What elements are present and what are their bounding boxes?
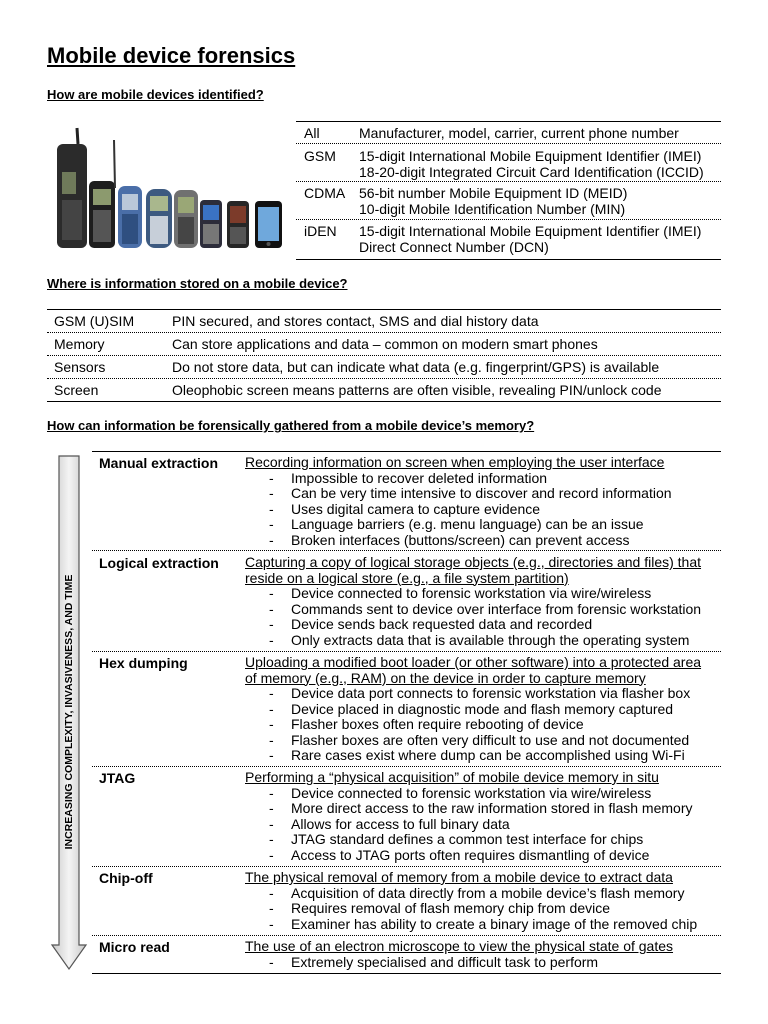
brick-phone-icon: [57, 128, 87, 248]
network-label: CDMA: [304, 185, 346, 201]
identifier-text: Manufacturer, model, carrier, current phone number: [359, 125, 679, 141]
row-divider: [92, 935, 721, 936]
antenna-phone-icon: [114, 140, 142, 248]
list-item: - Allows for access to full binary data: [245, 817, 693, 833]
table-rule: [296, 259, 721, 260]
storage-info: Can store applications and data – common on modern smart phones: [172, 336, 598, 352]
table-rule: [92, 451, 721, 452]
method-description-chipoff: [245, 870, 697, 932]
row-divider: [296, 143, 721, 144]
row-divider: [92, 651, 721, 652]
storage-info: Oleophobic screen means patterns are often visible, revealing PIN/unlock code: [172, 382, 662, 398]
identifier-text: 56-bit number Mobile Equipment ID (MEID): [359, 185, 628, 201]
method-summary: Recording information on screen when employing the user interface: [245, 454, 665, 470]
storage-location: GSM (U)SIM: [54, 313, 135, 329]
storage-info: Do not store data, but can indicate what data (e.g. fingerprint/GPS) is available: [172, 359, 660, 375]
method-summary: Capturing a copy of logical storage objects (e.g., directories and files) that: [245, 554, 702, 570]
list-item: - Impossible to recover deleted information: [245, 471, 672, 487]
method-description-manual: [245, 455, 672, 548]
list-item: - Rare cases exist where dump can be accomplished using Wi-Fi: [245, 748, 701, 764]
method-name-logical: Logical extraction: [99, 555, 219, 571]
list-item: - More direct access to the raw information stored in flash memory: [245, 801, 693, 817]
row-divider: [92, 550, 721, 551]
method-summary: Uploading a modified boot loader (or other software) into a protected area: [245, 654, 702, 670]
identifier-text: 15-digit International Mobile Equipment Identifier (IMEI): [359, 223, 702, 239]
list-item: - Device connected to forensic workstation via wire/wireless: [245, 786, 693, 802]
list-item: - Access to JTAG ports often requires dismantling of device: [245, 848, 693, 864]
smartphone-keyboard-icon: [200, 200, 222, 248]
mobile-phones-image: [52, 126, 286, 252]
row-divider: [92, 766, 721, 767]
method-description-microread: [245, 939, 673, 970]
row-divider: [47, 378, 721, 379]
arrow-label: INCREASING COMPLEXITY, INVASIVENESS, AND TIME: [63, 574, 75, 850]
network-label: GSM: [304, 148, 336, 164]
list-item: - JTAG standard defines a common test interface for chips: [245, 832, 693, 848]
row-divider: [296, 219, 721, 220]
storage-location: Screen: [54, 382, 99, 398]
storage-location: Memory: [54, 336, 105, 352]
storage-info: PIN secured, and stores contact, SMS and dial history data: [172, 313, 539, 329]
list-item: - Uses digital camera to capture evidence: [245, 502, 672, 518]
list-item: - Commands sent to device over interface from forensic workstation: [245, 602, 701, 618]
method-bullets: [245, 586, 701, 648]
feature-phone-icon: [227, 201, 249, 248]
list-item: - Broken interfaces (buttons/screen) can prevent access: [245, 533, 672, 549]
network-label: All: [304, 125, 320, 141]
storage-location: Sensors: [54, 359, 106, 375]
table-rule: [92, 973, 721, 974]
list-item: - Language barriers (e.g. menu language) can be an issue: [245, 517, 672, 533]
method-name-hex: Hex dumping: [99, 655, 188, 671]
method-bullets: [245, 955, 673, 971]
classic-phone-icon: [146, 189, 172, 248]
list-item: - Device data port connects to forensic workstation via flasher box: [245, 686, 701, 702]
method-bullets: [245, 886, 697, 933]
section-heading-identification: How are mobile devices identified?: [47, 87, 264, 102]
list-item: - Flasher boxes are often very difficult to use and not documented: [245, 733, 701, 749]
method-bullets: [245, 786, 693, 864]
identifier-text: 15-digit International Mobile Equipment Identifier (IMEI): [359, 148, 702, 164]
list-item: - Acquisition of data directly from a mobile device’s flash memory: [245, 886, 697, 902]
identifier-text: Direct Connect Number (DCN): [359, 239, 549, 255]
row-divider: [296, 181, 721, 182]
method-summary: The use of an electron microscope to view the physical state of gates: [245, 938, 674, 954]
list-item: - Examiner has ability to create a binary image of the removed chip: [245, 917, 697, 933]
section-heading-storage: Where is information stored on a mobile device?: [47, 276, 348, 291]
method-bullets: [245, 686, 701, 764]
method-summary: The physical removal of memory from a mobile device to extract data: [245, 869, 673, 885]
method-summary: of memory (e.g., RAM) on the device in order to capture memory: [245, 669, 646, 686]
method-description-logical: [245, 555, 701, 648]
method-summary: reside on a logical store (e.g., a file system partition): [245, 569, 569, 586]
identifier-text: 18-20-digit Integrated Circuit Card Identification (ICCID): [359, 164, 704, 180]
list-item: - Requires removal of flash memory chip from device: [245, 901, 697, 917]
identifier-text: 10-digit Mobile Identification Number (MIN): [359, 201, 626, 217]
table-rule: [296, 121, 721, 122]
method-name-microread: Micro read: [99, 939, 170, 955]
row-divider: [92, 866, 721, 867]
page-title: Mobile device forensics: [47, 43, 296, 68]
method-description-hex: [245, 655, 701, 764]
list-item: - Can be very time intensive to discover and record information: [245, 486, 672, 502]
section-heading-extraction: How can information be forensically gathered from a mobile device’s memory?: [47, 418, 535, 433]
list-item: - Device placed in diagnostic mode and flash memory captured: [245, 702, 701, 718]
method-bullets: [245, 471, 672, 549]
method-name-chipoff: Chip-off: [99, 870, 153, 886]
method-name-manual: Manual extraction: [99, 455, 219, 471]
table-rule: [47, 309, 721, 310]
method-name-jtag: JTAG: [99, 770, 136, 786]
row-divider: [47, 332, 721, 333]
table-rule: [47, 401, 721, 402]
method-description-jtag: [245, 770, 693, 863]
candybar-phone-icon: [89, 181, 115, 248]
list-item: - Device sends back requested data and recorded: [245, 617, 701, 633]
touchscreen-phone-icon: [255, 201, 282, 248]
list-item: - Device connected to forensic workstation via wire/wireless: [245, 586, 701, 602]
row-divider: [47, 355, 721, 356]
list-item: - Flasher boxes often require rebooting of device: [245, 717, 701, 733]
list-item: - Only extracts data that is available through the operating system: [245, 633, 701, 649]
slim-phone-icon: [174, 190, 198, 248]
method-summary: Performing a “physical acquisition” of mobile device memory in situ: [245, 769, 659, 785]
network-label: iDEN: [304, 223, 337, 239]
list-item: - Extremely specialised and difficult task to perform: [245, 955, 673, 971]
